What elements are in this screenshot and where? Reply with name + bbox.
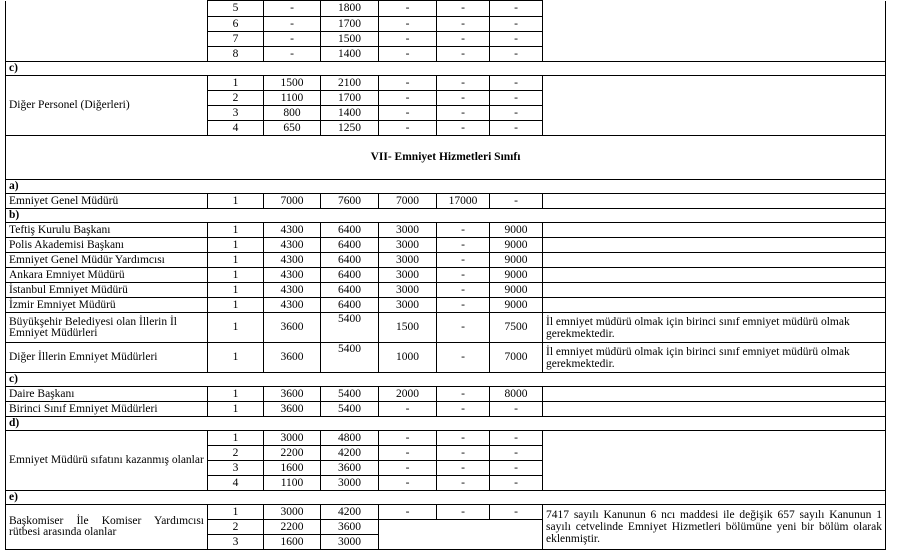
- position-label: Daire Başkanı: [6, 387, 208, 402]
- value-cell: 5400: [321, 343, 379, 373]
- value-cell: -: [490, 76, 543, 91]
- position-label: Birinci Sınıf Emniyet Müdürleri: [6, 402, 208, 417]
- table-row: [6, 253, 886, 268]
- value-cell: 9000: [490, 268, 543, 283]
- value-cell: 800: [264, 106, 321, 121]
- value-cell: 4200: [321, 446, 379, 461]
- grade-cell: 1: [208, 387, 264, 402]
- value-cell: -: [437, 431, 490, 446]
- section-letter: a): [6, 180, 886, 194]
- value-cell: 17000: [437, 194, 490, 209]
- section-letter: b): [6, 209, 886, 223]
- grade-cell: 1: [208, 402, 264, 417]
- note-cell: [543, 76, 886, 136]
- value-cell: 1400: [321, 47, 379, 62]
- position-label: Ankara Emniyet Müdürü: [6, 268, 208, 283]
- value-cell: 6400: [321, 283, 379, 298]
- value-cell: -: [379, 476, 437, 491]
- value-cell: -: [437, 476, 490, 491]
- value-cell: 4300: [264, 238, 321, 253]
- value-cell: -: [490, 476, 543, 491]
- value-cell: 3600: [321, 461, 379, 476]
- value-cell: -: [490, 121, 543, 136]
- section-letter: e): [6, 491, 886, 505]
- value-cell: -: [379, 32, 437, 47]
- position-label: Teftiş Kurulu Başkanı: [6, 223, 208, 238]
- grade-cell: 1: [208, 194, 264, 209]
- grade-cell: 3: [208, 461, 264, 476]
- value-cell: -: [437, 402, 490, 417]
- section-header-row: [6, 491, 886, 505]
- section-letter: c): [6, 62, 886, 76]
- value-cell: -: [379, 121, 437, 136]
- position-label: Polis Akademisi Başkanı: [6, 238, 208, 253]
- value-cell: 6400: [321, 238, 379, 253]
- value-cell: -: [437, 47, 490, 62]
- grade-cell: 2: [208, 91, 264, 106]
- table-row: [6, 76, 886, 91]
- value-cell: -: [379, 47, 437, 62]
- value-cell: 7000: [379, 194, 437, 209]
- table-row: [6, 1, 886, 17]
- value-cell: 4300: [264, 223, 321, 238]
- position-label: Emniyet Genel Müdürü: [6, 194, 208, 209]
- value-cell: 3000: [379, 268, 437, 283]
- value-cell: -: [437, 268, 490, 283]
- table-row: [6, 283, 886, 298]
- value-cell: 4200: [321, 505, 379, 520]
- value-cell: 1700: [321, 91, 379, 106]
- value-cell: -: [437, 32, 490, 47]
- value-cell: 7000: [264, 194, 321, 209]
- grade-cell: 1: [208, 76, 264, 91]
- position-label: Emniyet Müdürü sıfatını kazanmış olanlar: [6, 431, 208, 491]
- value-cell: 1100: [264, 91, 321, 106]
- value-cell: 1000: [379, 343, 437, 373]
- value-cell: 1500: [264, 76, 321, 91]
- value-cell: 4300: [264, 253, 321, 268]
- section-letter: c): [6, 373, 886, 387]
- table-row: [6, 223, 886, 238]
- value-cell: 1600: [264, 535, 321, 550]
- table-row: [6, 505, 886, 520]
- value-cell: -: [264, 32, 321, 47]
- value-cell: 1250: [321, 121, 379, 136]
- value-cell: 3000: [321, 535, 379, 550]
- table-row: [6, 268, 886, 283]
- position-label: Diğer İllerin Emniyet Müdürleri: [6, 343, 208, 373]
- value-cell: 3000: [379, 283, 437, 298]
- value-cell: -: [437, 298, 490, 313]
- value-cell: 6400: [321, 223, 379, 238]
- value-cell: 1700: [321, 17, 379, 32]
- value-cell: -: [264, 1, 321, 17]
- grade-cell: 8: [208, 47, 264, 62]
- value-cell: 1600: [264, 461, 321, 476]
- value-cell: 6400: [321, 253, 379, 268]
- value-cell: -: [379, 17, 437, 32]
- value-cell: -: [490, 402, 543, 417]
- grade-cell: 1: [208, 313, 264, 343]
- value-cell: -: [490, 106, 543, 121]
- note-cell: [543, 402, 886, 417]
- value-cell: -: [437, 446, 490, 461]
- class-title: VII- Emniyet Hizmetleri Sınıfı: [6, 136, 886, 180]
- grade-cell: 1: [208, 283, 264, 298]
- value-cell: 3000: [321, 476, 379, 491]
- value-cell: -: [437, 313, 490, 343]
- note-cell: [543, 283, 886, 298]
- value-cell: 3600: [321, 520, 379, 535]
- value-cell: -: [379, 402, 437, 417]
- note-cell: [543, 253, 886, 268]
- section-letter: d): [6, 417, 886, 431]
- value-cell: 3600: [264, 387, 321, 402]
- value-cell: -: [437, 505, 490, 520]
- value-cell: -: [264, 47, 321, 62]
- value-cell: -: [379, 91, 437, 106]
- value-cell: -: [490, 91, 543, 106]
- grade-cell: 6: [208, 17, 264, 32]
- value-cell: 1500: [321, 32, 379, 47]
- value-cell: 1800: [321, 1, 379, 17]
- grade-cell: 1: [208, 238, 264, 253]
- note-cell: [543, 298, 886, 313]
- value-cell: 1500: [379, 313, 437, 343]
- table-row: [6, 194, 886, 209]
- value-cell: 3000: [264, 505, 321, 520]
- value-cell: -: [379, 505, 437, 520]
- note-cell: [543, 387, 886, 402]
- value-cell: 2100: [321, 76, 379, 91]
- position-label: Büyükşehir Belediyesi olan İllerin İl Emniyet Müdürleri: [6, 313, 208, 343]
- section-header-row: [6, 62, 886, 76]
- empty-cell: [379, 520, 543, 550]
- note-cell: İl emniyet müdürü olmak için birinci sınıf emniyet müdürü olmak gerekmektedir.: [543, 343, 886, 373]
- value-cell: -: [437, 253, 490, 268]
- table-row: [6, 343, 886, 373]
- table-row: [6, 387, 886, 402]
- note-cell: İl emniyet müdürü olmak için birinci sınıf emniyet müdürü olmak gerekmektedir.: [543, 313, 886, 343]
- value-cell: 2200: [264, 446, 321, 461]
- section-header-row: [6, 417, 886, 431]
- section-header-row: [6, 373, 886, 387]
- value-cell: -: [437, 106, 490, 121]
- position-label: Emniyet Genel Müdür Yardımcısı: [6, 253, 208, 268]
- grade-cell: 4: [208, 476, 264, 491]
- value-cell: -: [437, 223, 490, 238]
- value-cell: 5400: [321, 313, 379, 343]
- value-cell: -: [490, 47, 543, 62]
- value-cell: -: [379, 461, 437, 476]
- value-cell: -: [490, 32, 543, 47]
- value-cell: -: [490, 17, 543, 32]
- value-cell: 3000: [379, 298, 437, 313]
- value-cell: -: [437, 283, 490, 298]
- table-row: [6, 298, 886, 313]
- salary-scale-table: [5, 0, 886, 550]
- value-cell: 9000: [490, 298, 543, 313]
- value-cell: 650: [264, 121, 321, 136]
- value-cell: 6400: [321, 268, 379, 283]
- value-cell: -: [490, 505, 543, 520]
- value-cell: 3000: [264, 431, 321, 446]
- grade-cell: 1: [208, 505, 264, 520]
- value-cell: 3000: [379, 238, 437, 253]
- class-heading-row: [6, 136, 886, 180]
- value-cell: 1400: [321, 106, 379, 121]
- value-cell: 6400: [321, 298, 379, 313]
- value-cell: -: [379, 76, 437, 91]
- value-cell: -: [437, 238, 490, 253]
- value-cell: 3600: [264, 402, 321, 417]
- position-label: İzmir Emniyet Müdürü: [6, 298, 208, 313]
- value-cell: 4300: [264, 268, 321, 283]
- section-header-row: [6, 180, 886, 194]
- note-cell: [543, 268, 886, 283]
- table-row: [6, 431, 886, 446]
- label-cell: [6, 1, 208, 62]
- value-cell: 4800: [321, 431, 379, 446]
- value-cell: 7500: [490, 313, 543, 343]
- grade-cell: 1: [208, 343, 264, 373]
- value-cell: 9000: [490, 223, 543, 238]
- value-cell: -: [437, 1, 490, 17]
- table-row: [6, 238, 886, 253]
- grade-cell: 2: [208, 520, 264, 535]
- note-cell: [543, 431, 886, 491]
- value-cell: -: [490, 446, 543, 461]
- position-label: İstanbul Emniyet Müdürü: [6, 283, 208, 298]
- position-label: Başkomiser İle Komiser Yardımcısı rütbesi arasında olanlar: [6, 505, 208, 550]
- section-header-row: [6, 209, 886, 223]
- grade-cell: 1: [208, 431, 264, 446]
- value-cell: 9000: [490, 238, 543, 253]
- value-cell: 5400: [321, 387, 379, 402]
- value-cell: 7600: [321, 194, 379, 209]
- note-cell: [543, 1, 886, 62]
- value-cell: -: [379, 431, 437, 446]
- position-label: Diğer Personel (Diğerleri): [6, 76, 208, 136]
- value-cell: 3600: [264, 343, 321, 373]
- table-row: [6, 313, 886, 343]
- value-cell: 3000: [379, 253, 437, 268]
- note-cell: [543, 223, 886, 238]
- grade-cell: 1: [208, 223, 264, 238]
- value-cell: 3600: [264, 313, 321, 343]
- value-cell: -: [437, 76, 490, 91]
- grade-cell: 1: [208, 298, 264, 313]
- value-cell: 9000: [490, 283, 543, 298]
- value-cell: -: [379, 106, 437, 121]
- grade-cell: 3: [208, 535, 264, 550]
- value-cell: -: [490, 194, 543, 209]
- value-cell: -: [379, 446, 437, 461]
- value-cell: 7000: [490, 343, 543, 373]
- value-cell: 2000: [379, 387, 437, 402]
- value-cell: -: [437, 91, 490, 106]
- table-row: [6, 402, 886, 417]
- grade-cell: 5: [208, 1, 264, 17]
- value-cell: 2200: [264, 520, 321, 535]
- value-cell: 3000: [379, 223, 437, 238]
- value-cell: -: [437, 121, 490, 136]
- value-cell: -: [264, 17, 321, 32]
- grade-cell: 4: [208, 121, 264, 136]
- note-cell: [543, 238, 886, 253]
- grade-cell: 7: [208, 32, 264, 47]
- value-cell: -: [437, 17, 490, 32]
- grade-cell: 3: [208, 106, 264, 121]
- value-cell: 8000: [490, 387, 543, 402]
- value-cell: -: [490, 461, 543, 476]
- value-cell: 5400: [321, 402, 379, 417]
- grade-cell: 2: [208, 446, 264, 461]
- value-cell: -: [437, 387, 490, 402]
- note-cell: 7417 sayılı Kanunun 6 ncı maddesi ile değişik 657 sayılı Kanunun 1 sayılı cetvelinde Emniyet Hizmetleri bölümüne yeni bir bölüm olarak eklenmiştir.: [543, 505, 886, 550]
- value-cell: 4300: [264, 283, 321, 298]
- value-cell: 4300: [264, 298, 321, 313]
- value-cell: -: [437, 343, 490, 373]
- value-cell: -: [437, 461, 490, 476]
- grade-cell: 1: [208, 253, 264, 268]
- grade-cell: 1: [208, 268, 264, 283]
- value-cell: -: [490, 1, 543, 17]
- value-cell: -: [490, 431, 543, 446]
- value-cell: 9000: [490, 253, 543, 268]
- value-cell: 1100: [264, 476, 321, 491]
- value-cell: -: [379, 1, 437, 17]
- note-cell: [543, 194, 886, 209]
